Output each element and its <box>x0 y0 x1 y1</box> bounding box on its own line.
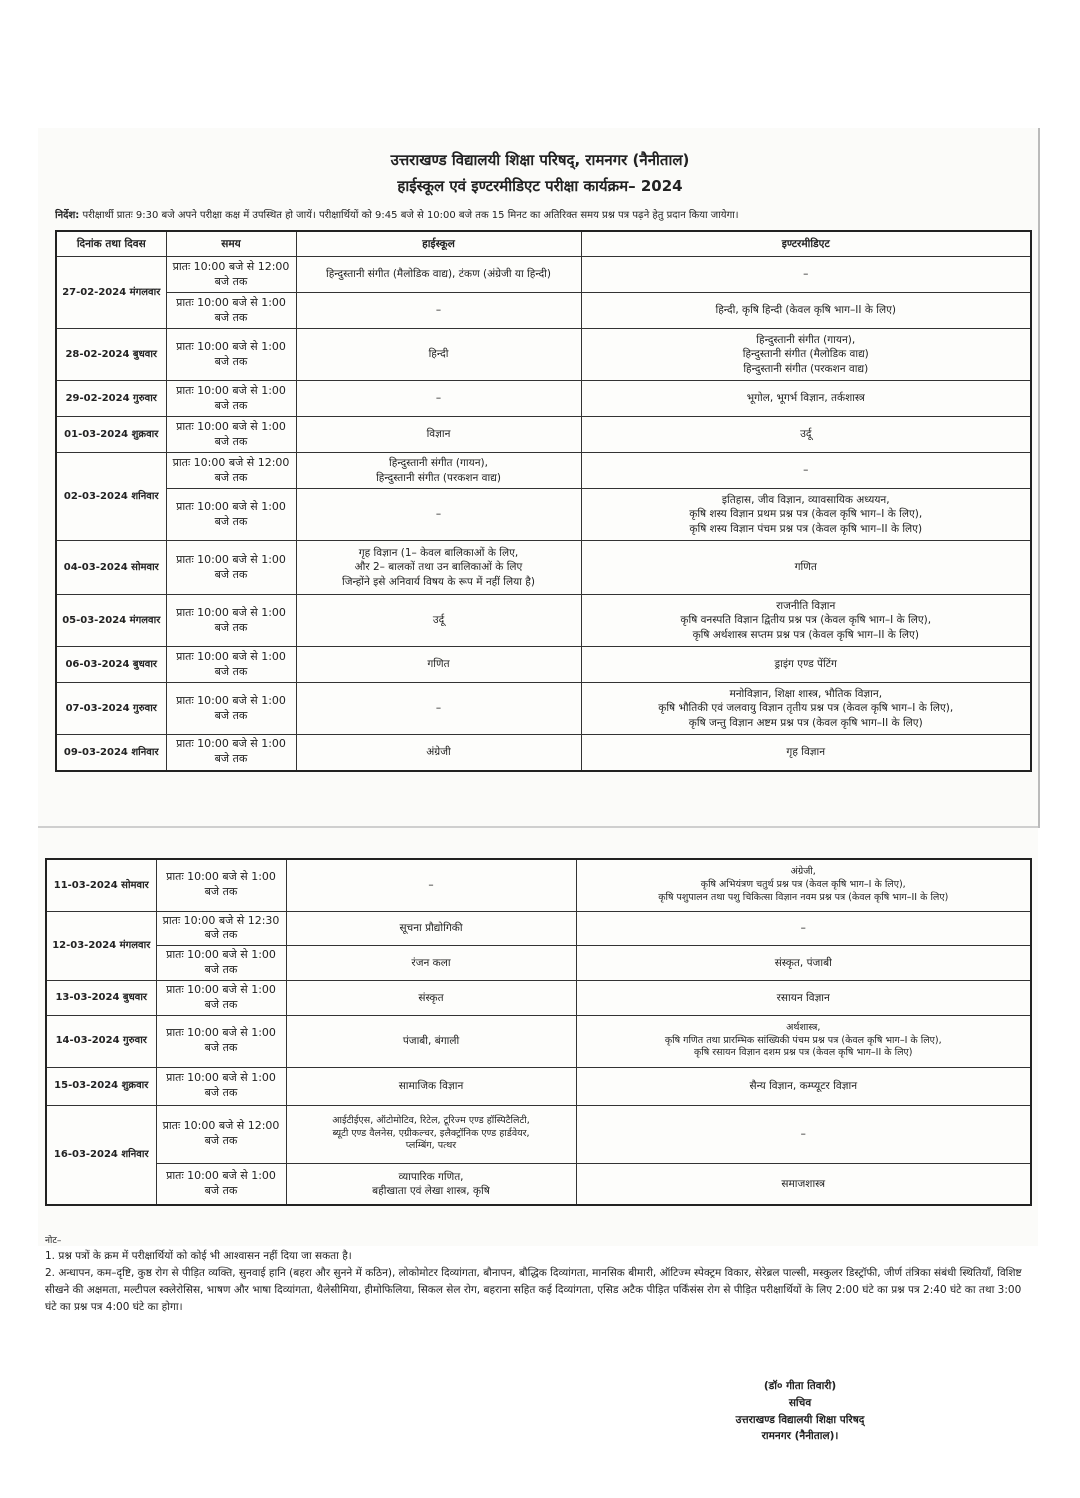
note-1: 1. प्रश्न पत्रों के क्रम में परीक्षार्थियों को कोई भी आश्वासन नहीं दिया जा सकता है। <box>45 1250 352 1263</box>
signatory-place: रामनगर (नैनीताल)। <box>761 1430 839 1443</box>
subject-line: कृषि गणित तथा प्रारम्भिक सांख्यिकी पंचम प्रश्न पत्र (केवल कृषि भाग–I के लिए), <box>664 1034 942 1046</box>
subject-line: हिन्दुस्तानी संगीत (गायन), <box>389 457 488 470</box>
table-row <box>56 595 1031 647</box>
subject-line: कृषि शस्य विज्ञान प्रथम प्रश्न पत्र (केवल कृषि भाग–I के लिए), <box>689 508 923 521</box>
time-cell: प्रातः 10:00 बजे से 1:00 बजे तक <box>166 329 296 381</box>
time-cell: प्रातः 10:00 बजे से 12:00 बजे तक <box>166 257 296 293</box>
page-separator <box>38 826 1038 828</box>
time-cell: प्रातः 10:00 बजे से 12:00 बजे तक <box>156 1105 286 1163</box>
subject-line: प्लम्बिंग, पत्थर <box>405 1140 457 1152</box>
intermediate-cell: ड्राइंग एण्ड पेंटिंग <box>581 647 1031 683</box>
instruction-label: निर्देश: <box>55 210 80 221</box>
intermediate-cell: उर्दू <box>581 417 1031 453</box>
subject-line: कृषि शस्य विज्ञान पंचम प्रश्न पत्र (केवल कृषि भाग–II के लिए) <box>689 522 923 535</box>
table-row <box>46 980 1031 1015</box>
date-cell: 13-03-2024 बुधवार <box>46 980 156 1015</box>
time-cell: प्रातः 10:00 बजे से 1:00 बजे तक <box>166 541 296 595</box>
highschool-cell <box>286 1163 576 1205</box>
time-cell: प्रातः 10:00 बजे से 12:00 बजे तक <box>166 453 296 489</box>
highschool-cell: गणित <box>296 647 581 683</box>
table-row <box>56 453 1031 489</box>
time-cell: प्रातः 10:00 बजे से 1:00 बजे तक <box>156 1163 286 1205</box>
table-row <box>56 329 1031 381</box>
subject-line: ब्यूटी एण्ड वैलनेस, एग्रीकल्चर, इलैक्ट्रॉनिक एण्ड हार्डवेयर, <box>332 1127 530 1139</box>
highschool-cell: – <box>296 293 581 329</box>
intermediate-cell: – <box>581 257 1031 293</box>
table-row <box>56 683 1031 735</box>
highschool-cell <box>286 1105 576 1163</box>
subject-line: हिन्दुस्तानी संगीत (गायन), <box>756 334 856 347</box>
table-row <box>56 489 1031 541</box>
intermediate-cell: गणित <box>581 541 1031 595</box>
highschool-cell: सूचना प्रौद्योगिकी <box>286 911 576 946</box>
time-cell: प्रातः 10:00 बजे से 1:00 बजे तक <box>166 489 296 541</box>
intermediate-cell: – <box>576 911 1031 946</box>
time-cell: प्रातः 10:00 बजे से 1:00 बजे तक <box>166 647 296 683</box>
header-time: समय <box>166 231 296 257</box>
subject-line: बहीखाता एवं लेखा शास्त्र, कृषि <box>372 1184 490 1197</box>
table-row <box>46 1163 1031 1205</box>
header-date: दिनांक तथा दिवस <box>56 231 166 257</box>
intermediate-cell: – <box>576 1105 1031 1163</box>
signature-block <box>700 1378 900 1445</box>
time-cell: प्रातः 10:00 बजे से 1:00 बजे तक <box>156 980 286 1015</box>
subject-line: राजनीति विज्ञान <box>776 600 836 613</box>
time-cell: प्रातः 10:00 बजे से 1:00 बजे तक <box>166 293 296 329</box>
table-row <box>46 859 1031 911</box>
intermediate-cell <box>581 595 1031 647</box>
signatory-name: (डॉ० गीता तिवारी) <box>763 1380 837 1392</box>
date-cell: 11-03-2024 सोमवार <box>46 859 156 911</box>
highschool-cell <box>296 541 581 595</box>
intermediate-cell: सैन्य विज्ञान, कम्प्यूटर विज्ञान <box>576 1067 1031 1105</box>
intermediate-cell <box>576 1015 1031 1067</box>
signatory-org: उत्तराखण्ड विद्यालयी शिक्षा परिषद् <box>735 1413 865 1426</box>
subject-line: कृषि जन्तु विज्ञान अष्टम प्रश्न पत्र (केवल कृषि भाग–II के लिए) <box>688 716 923 729</box>
subject-line: हिन्दुस्तानी संगीत (परकशन वाद्य) <box>743 362 869 375</box>
table-row <box>56 293 1031 329</box>
schedule-table-part-2 <box>45 858 1032 1206</box>
highschool-cell: – <box>296 381 581 417</box>
date-cell: 07-03-2024 गुरुवार <box>56 683 166 735</box>
subject-line: कृषि भौतिकी एवं जलवायु विज्ञान तृतीय प्रश्न पत्र (केवल कृषि भाग–I के लिए), <box>658 702 954 715</box>
subject-line: कृषि अर्थशास्त्र सप्तम प्रश्न पत्र (केवल कृषि भाग–II के लिए) <box>692 628 919 641</box>
subject-line: कृषि वनस्पति विज्ञान द्वितीय प्रश्न पत्र (केवल कृषि भाग–I के लिए), <box>680 614 932 627</box>
table-row <box>46 1015 1031 1067</box>
time-cell: प्रातः 10:00 बजे से 1:00 बजे तक <box>156 859 286 911</box>
intermediate-cell: गृह विज्ञान <box>581 735 1031 771</box>
time-cell: प्रातः 10:00 बजे से 1:00 बजे तक <box>166 381 296 417</box>
highschool-cell: अंग्रेजी <box>296 735 581 771</box>
signatory-title: सचिव <box>788 1396 812 1409</box>
date-cell: 27-02-2024 मंगलवार <box>56 257 166 329</box>
date-cell: 14-03-2024 गुरुवार <box>46 1015 156 1067</box>
time-cell: प्रातः 10:00 बजे से 1:00 बजे तक <box>166 683 296 735</box>
subject-line: आईटीईएस, ऑटोमोटिव, रिटेल, टूरिज्म एण्ड हॉस्पिटैलिटी, <box>332 1114 530 1126</box>
intermediate-cell <box>576 859 1031 911</box>
intermediate-cell <box>581 489 1031 541</box>
highschool-cell: हिन्दुस्तानी संगीत (मैलोडिक वाद्य), टंकण (अंग्रेजी या हिन्दी) <box>296 257 581 293</box>
intermediate-cell <box>581 683 1031 735</box>
subject-line: मनोविज्ञान, शिक्षा शास्त्र, भौतिक विज्ञान, <box>729 688 883 701</box>
board-title: उत्तराखण्ड विद्यालयी शिक्षा परिषद्, रामनगर (नैनीताल) <box>390 151 690 169</box>
table-header-row <box>56 231 1031 257</box>
table-row <box>56 735 1031 771</box>
subject-line: हिन्दुस्तानी संगीत (परकशन वाद्य) <box>376 471 501 484</box>
subject-line: अंग्रेजी, <box>790 866 816 878</box>
table-row <box>56 257 1031 293</box>
highschool-cell: संस्कृत <box>286 980 576 1015</box>
subject-line: व्यापारिक गणित, <box>398 1170 464 1183</box>
time-cell: प्रातः 10:00 बजे से 1:00 बजे तक <box>156 1015 286 1067</box>
time-cell: प्रातः 10:00 बजे से 12:30 बजे तक <box>156 911 286 946</box>
subject-line: कृषि रसायन विज्ञान दशम प्रश्न पत्र (केवल कृषि भाग–II के लिए) <box>694 1047 913 1059</box>
highschool-cell: विज्ञान <box>296 417 581 453</box>
highschool-cell <box>296 453 581 489</box>
date-cell: 06-03-2024 बुधवार <box>56 647 166 683</box>
intermediate-cell: समाजशास्त्र <box>576 1163 1031 1205</box>
table-row <box>56 381 1031 417</box>
notes-label: नोट– <box>45 1236 62 1246</box>
highschool-cell: हिन्दी <box>296 329 581 381</box>
subject-line: अर्थशास्त्र, <box>786 1021 821 1033</box>
table-row <box>46 946 1031 981</box>
date-cell: 12-03-2024 मंगलवार <box>46 911 156 980</box>
subject-line: इतिहास, जीव विज्ञान, व्यावसायिक अध्ययन, <box>721 494 890 507</box>
time-cell: प्रातः 10:00 बजे से 1:00 बजे तक <box>166 595 296 647</box>
intermediate-cell: संस्कृत, पंजाबी <box>576 946 1031 981</box>
date-cell: 09-03-2024 शनिवार <box>56 735 166 771</box>
notes-section <box>45 1234 1035 1316</box>
date-cell: 29-02-2024 गुरुवार <box>56 381 166 417</box>
date-cell: 15-03-2024 शुक्रवार <box>46 1067 156 1105</box>
schedule-table-part-1 <box>55 230 1032 772</box>
intermediate-cell: हिन्दी, कृषि हिन्दी (केवल कृषि भाग–II के लिए) <box>581 293 1031 329</box>
table-row <box>56 541 1031 595</box>
subject-line: हिन्दुस्तानी संगीत (मैलोडिक वाद्य) <box>742 348 869 361</box>
date-cell: 04-03-2024 सोमवार <box>56 541 166 595</box>
time-cell: प्रातः 10:00 बजे से 1:00 बजे तक <box>156 1067 286 1105</box>
highschool-cell: उर्दू <box>296 595 581 647</box>
table-row <box>56 417 1031 453</box>
header-intermediate: इण्टरमीडिएट <box>581 231 1031 257</box>
highschool-cell: पंजाबी, बंगाली <box>286 1015 576 1067</box>
intermediate-cell <box>581 329 1031 381</box>
header-highschool: हाईस्कूल <box>296 231 581 257</box>
highschool-cell: सामाजिक विज्ञान <box>286 1067 576 1105</box>
highschool-cell: – <box>286 859 576 911</box>
subject-line: और 2– बालकों तथा उन बालिकाओं के लिए <box>354 561 523 574</box>
intermediate-cell: भूगोल, भूगर्भ विज्ञान, तर्कशास्त्र <box>581 381 1031 417</box>
intermediate-cell: – <box>581 453 1031 489</box>
subject-line: जिन्होंने इसे अनिवार्य विषय के रूप में नहीं लिया है) <box>342 575 535 588</box>
time-cell: प्रातः 10:00 बजे से 1:00 बजे तक <box>156 946 286 981</box>
date-cell: 16-03-2024 शनिवार <box>46 1105 156 1205</box>
date-cell: 28-02-2024 बुधवार <box>56 329 166 381</box>
subject-line: कृषि पशुपालन तथा पशु चिकित्सा विज्ञान नवम प्रश्न पत्र (केवल कृषि भाग–II के लिए) <box>658 891 949 903</box>
subject-line: कृषि अभियंत्रण चतुर्थ प्रश्न पत्र (केवल कृषि भाग–I के लिए), <box>700 878 906 890</box>
subject-line: गृह विज्ञान (1– केवल बालिकाओं के लिए, <box>358 547 519 560</box>
table-row <box>46 1067 1031 1105</box>
intermediate-cell: रसायन विज्ञान <box>576 980 1031 1015</box>
table-row <box>56 647 1031 683</box>
highschool-cell: – <box>296 489 581 541</box>
date-cell: 02-03-2024 शनिवार <box>56 453 166 541</box>
table-row <box>46 1105 1031 1163</box>
table-row <box>46 911 1031 946</box>
highschool-cell: रंजन कला <box>286 946 576 981</box>
exam-schedule-title: हाईस्कूल एवं इण्टरमीडिएट परीक्षा कार्यक्रम– 2024 <box>397 177 683 195</box>
note-2: 2. अन्धापन, कम–दृष्टि, कुष्ठ रोग से पीड़ित व्यक्ति, सुनवाई हानि (बहरा और सुनने में कठिन), लोकोमोटर दिव्यांगता, बौनापन, बौद्धिक दिव्यांगता, मानसिक बीमारी, ऑटिज्म स्पेक्ट्रम विकार, सेरेब्रल पाल्सी, मस्कुलर डिस्ट्रॉफी, जीर्ण तंत्रिका संबंधी स्थितियाँ, विशिष्ट सीखने की अक्षमता, मल्टीपल स्क्लेरोसिस, भाषण और भाषा दिव्यांगता, थैलेसीमिया, हीमोफिलिया, सिकल सेल रोग, बहराना सहित कई दिव्यांगता, एसिड अटैक पीड़ित पर्किंसंस रोग से पीड़ित परीक्षार्थियों के लिए 2:00 घंटे का प्रश्न पत्र 2:40 घंटे का तथा 3:00 घंटे का प्रश्न पत्र 4:00 घंटे का होगा। <box>45 1267 1022 1313</box>
time-cell: प्रातः 10:00 बजे से 1:00 बजे तक <box>166 417 296 453</box>
time-cell: प्रातः 10:00 बजे से 1:00 बजे तक <box>166 735 296 771</box>
highschool-cell: – <box>296 683 581 735</box>
date-cell: 05-03-2024 मंगलवार <box>56 595 166 647</box>
instruction-line <box>55 207 1035 221</box>
date-cell: 01-03-2024 शुक्रवार <box>56 417 166 453</box>
instruction-text: परीक्षार्थी प्रातः 9:30 बजे अपने परीक्षा कक्ष में उपस्थित हो जायें। परीक्षार्थियों को 9:45 बजे से 10:00 बजे तक 15 मिनट का अतिरिक्त समय प्रश्न पत्र पढ़ने हेतु प्रदान किया जायेगा। <box>82 210 739 221</box>
